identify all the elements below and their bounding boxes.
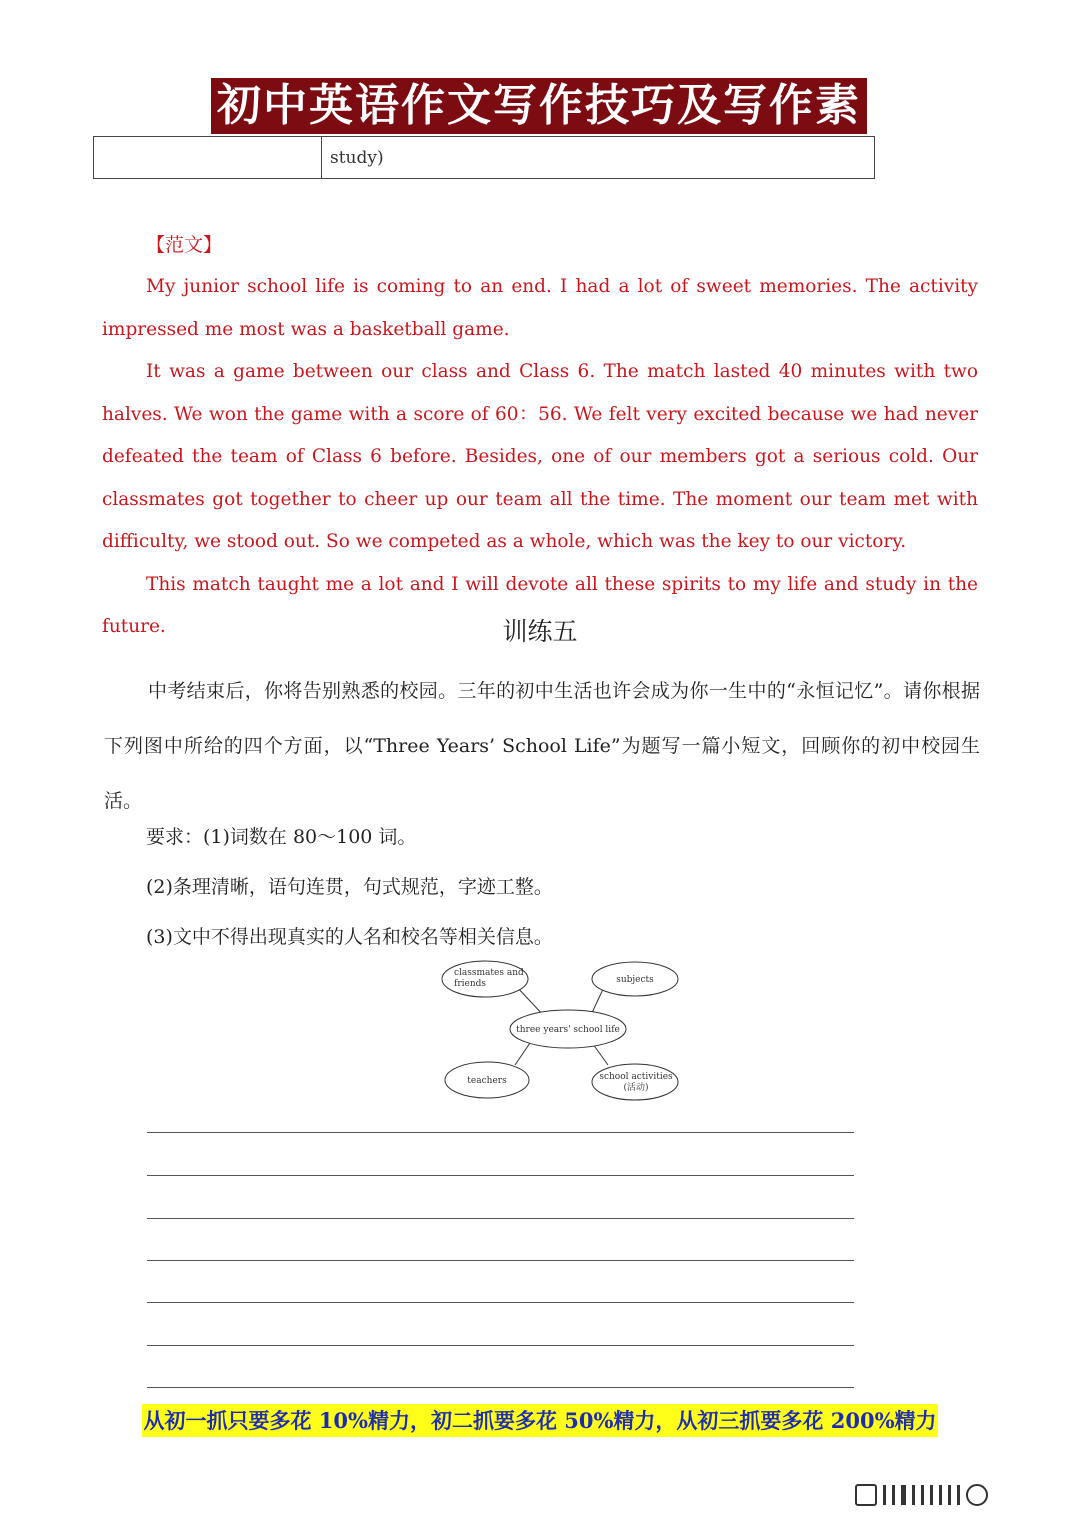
requirement-1: 要求：(1)词数在 80～100 词。 [146,826,417,848]
watermark-icon [855,1484,1065,1506]
answer-line [147,1175,854,1176]
table-left-cell [94,137,322,178]
answer-line [147,1132,854,1133]
node-teachers-label: teachers [467,1076,507,1086]
prompt-text: 中考结束后，你将告别熟悉的校园。三年的初中生活也许会成为你一生中的“永恒记忆”。请你根据下列图中所给的四个方面，以“Three Years’ School Life”为题写一篇小短文，回顾你的初中校园生活。 [104,680,980,812]
essay-paragraph-1: My junior school life is coming to an end. I had a lot of sweet memories. The activity impressed me most was a basketball game. [102,276,978,340]
sample-essay-label: 【范文】 [146,234,223,256]
sample-essay [102,266,978,649]
answer-line [147,1345,854,1346]
node-activities-label-2: (活动) [623,1083,649,1093]
exercise-title: 训练五 [502,617,578,646]
connector-line [515,1040,532,1065]
answer-line [147,1387,854,1388]
requirement-3: (3)文中不得出现真实的人名和校名等相关信息。 [146,926,553,948]
mind-map-diagram [440,955,690,1105]
document-title: 初中英语作文写作技巧及写作素材 [211,78,867,134]
requirement-2: (2)条理清晰，语句连贯，句式规范，字迹工整。 [146,876,553,898]
node-classmates-label-2: friends [454,979,487,989]
node-subjects-label: subjects [616,975,654,985]
essay-paragraph-3: This match taught me a lot and I will devote all these spirits to my life and study in the future. [102,573,978,637]
node-center-label: three years' school life [516,1025,620,1035]
exercise-prompt [104,664,980,829]
node-activities [592,1064,678,1100]
answer-line [147,1302,854,1303]
header-table [93,136,875,179]
node-activities-label-1: school activities [599,1072,673,1082]
answer-line [147,1260,854,1261]
essay-paragraph-2: It was a game between our class and Class 6. The match lasted 40 minutes with two halves. We won the game with a score of 60：56. We felt very excited because we had never defeated the team of Class 6 before. Besides, one of our members got a serious cold. Our classmates got together to cheer up our team all the time. The moment our team met with difficulty, we stood out. So we competed as a whole, which was the key to our victory. [102,361,978,552]
table-right-cell: study) [330,148,384,168]
footer-banner: 从初一抓只要多花 10%精力，初二抓要多花 50%精力，从初三抓要多花 200%精力 [142,1404,938,1437]
node-classmates-label-1: classmates and [454,968,524,978]
answer-line [147,1218,854,1219]
